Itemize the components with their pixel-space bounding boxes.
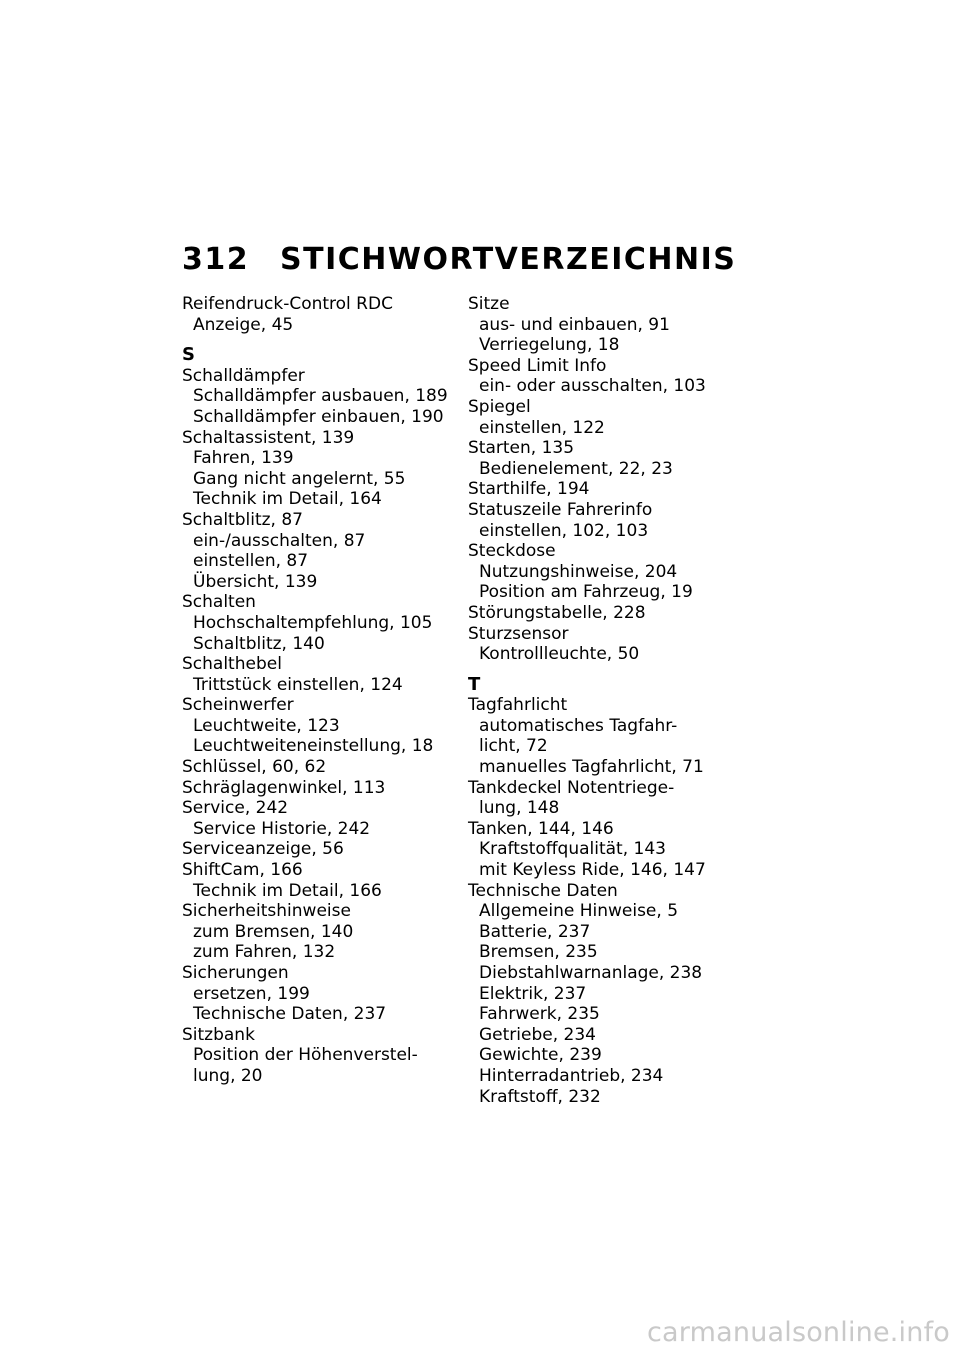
index-subentry: Gang nicht angelernt, 55: [193, 468, 406, 489]
index-subentry: Kraftstoff, 232: [479, 1086, 601, 1107]
index-entry: Technische Daten: [468, 880, 618, 901]
index-subentry: Batterie, 237: [479, 921, 591, 942]
index-subentry: Hinterradantrieb, 234: [479, 1065, 664, 1086]
page-title: STICHWORTVERZEICHNIS: [280, 242, 737, 277]
index-entry: Sitze: [468, 294, 510, 314]
index-subentry: Service Historie, 242: [193, 818, 371, 839]
index-column-right: [468, 294, 748, 1107]
index-subentry: Position am Fahrzeug, 19: [479, 582, 693, 603]
index-subentry: Technische Daten, 237: [193, 1004, 387, 1025]
index-entry: Service, 242: [182, 798, 289, 819]
index-entry: Sicherheitshinweise: [182, 901, 351, 922]
index-entry: Starthilfe, 194: [468, 479, 590, 500]
index-subentry: lung, 20: [193, 1065, 263, 1086]
index-subentry: mit Keyless Ride, 146, 147: [479, 860, 706, 881]
index-entry: Störungstabelle, 228: [468, 602, 646, 623]
index-column-left: [182, 294, 462, 1087]
index-entry: Tanken, 144, 146: [468, 818, 614, 839]
index-entry: Steckdose: [468, 541, 556, 562]
index-subentry: Technik im Detail, 166: [193, 880, 382, 901]
index-subentry: Allgemeine Hinweise, 5: [479, 901, 679, 922]
index-subentry: zum Fahren, 132: [193, 942, 336, 963]
index-subentry: Kontrollleuchte, 50: [479, 644, 640, 665]
index-entry: Spiegel: [468, 396, 531, 417]
index-entry: Starten, 135: [468, 438, 575, 459]
index-subentry: zum Bremsen, 140: [193, 921, 354, 942]
index-subentry: Kraftstoffqualität, 143: [479, 839, 666, 860]
index-entry: Sicherungen: [182, 963, 289, 983]
index-entry: Statuszeile Fahrerinfo: [468, 499, 653, 520]
index-entry: Speed Limit Info: [468, 355, 607, 376]
watermark-text: carmanualsonline.info: [647, 1317, 950, 1348]
index-entry: Schaltassistent, 139: [182, 427, 355, 448]
index-subentry: Nutzungshinweise, 204: [479, 561, 678, 582]
index-subentry: einstellen, 122: [479, 417, 605, 438]
index-entry: Sturzsensor: [468, 623, 569, 644]
index-subentry: ersetzen, 199: [193, 983, 310, 1004]
index-subentry: Fahrwerk, 235: [479, 1004, 600, 1025]
index-subentry: Elektrik, 237: [479, 983, 587, 1004]
index-subentry: ein-/ausschalten, 87: [193, 530, 366, 551]
index-subentry: Schalldämpfer ausbauen, 189: [193, 386, 448, 407]
index-subentry: Bedienelement, 22, 23: [479, 458, 673, 479]
index-subentry: Trittstück einstellen, 124: [193, 674, 403, 695]
index-subentry: Diebstahlwarnanlage, 238: [479, 963, 703, 983]
index-subentry: manuelles Tagfahrlicht, 71: [479, 757, 704, 778]
index-letter-heading: T: [468, 673, 481, 695]
index-subentry: Schalldämpfer einbauen, 190: [193, 406, 444, 427]
index-entry: Schaltblitz, 87: [182, 509, 303, 530]
index-subentry: Getriebe, 234: [479, 1024, 596, 1045]
index-entry: Tankdeckel Notentriege-: [468, 777, 675, 798]
index-entry: ShiftCam, 166: [182, 860, 303, 881]
index-subentry: einstellen, 102, 103: [479, 520, 649, 541]
index-subentry: einstellen, 87: [193, 551, 309, 572]
index-subentry: aus- und einbauen, 91: [479, 314, 670, 335]
index-entry: Sitzbank: [182, 1024, 255, 1045]
index-subentry: Fahren, 139: [193, 448, 294, 469]
index-subentry: Bremsen, 235: [479, 942, 598, 963]
index-entry: Scheinwerfer: [182, 695, 294, 716]
index-subentry: Leuchtweiteneinstellung, 18: [193, 736, 434, 757]
index-subentry: licht, 72: [479, 736, 548, 757]
index-subentry: Leuchtweite, 123: [193, 715, 340, 736]
index-entry: Schalthebel: [182, 654, 282, 675]
index-entry: Schlüssel, 60, 62: [182, 757, 327, 778]
index-subentry: Position der Höhenverstel-: [193, 1045, 418, 1066]
index-subentry: Hochschaltempfehlung, 105: [193, 612, 433, 633]
index-entry: Serviceanzeige, 56: [182, 839, 344, 860]
index-subentry: Schaltblitz, 140: [193, 633, 325, 654]
index-subentry: automatisches Tagfahr-: [479, 715, 678, 736]
index-subentry: Anzeige, 45: [193, 314, 294, 335]
index-letter-heading: S: [182, 344, 195, 366]
page-header: [182, 240, 736, 280]
index-subentry: ein- oder ausschalten, 103: [479, 376, 706, 397]
index-entry: Schalldämpfer: [182, 365, 305, 386]
index-subentry: Übersicht, 139: [193, 571, 318, 592]
index-entry: Schräglagenwinkel, 113: [182, 777, 386, 798]
index-entry: Tagfahrlicht: [468, 695, 568, 716]
index-entry: Schalten: [182, 592, 256, 613]
index-subentry: Gewichte, 239: [479, 1045, 602, 1066]
index-entry: Reifendruck-Control RDC: [182, 294, 393, 314]
index-subentry: lung, 148: [479, 798, 560, 819]
page-number: 312: [182, 242, 250, 277]
index-subentry: Technik im Detail, 164: [193, 489, 382, 510]
index-subentry: Verriegelung, 18: [479, 335, 620, 356]
